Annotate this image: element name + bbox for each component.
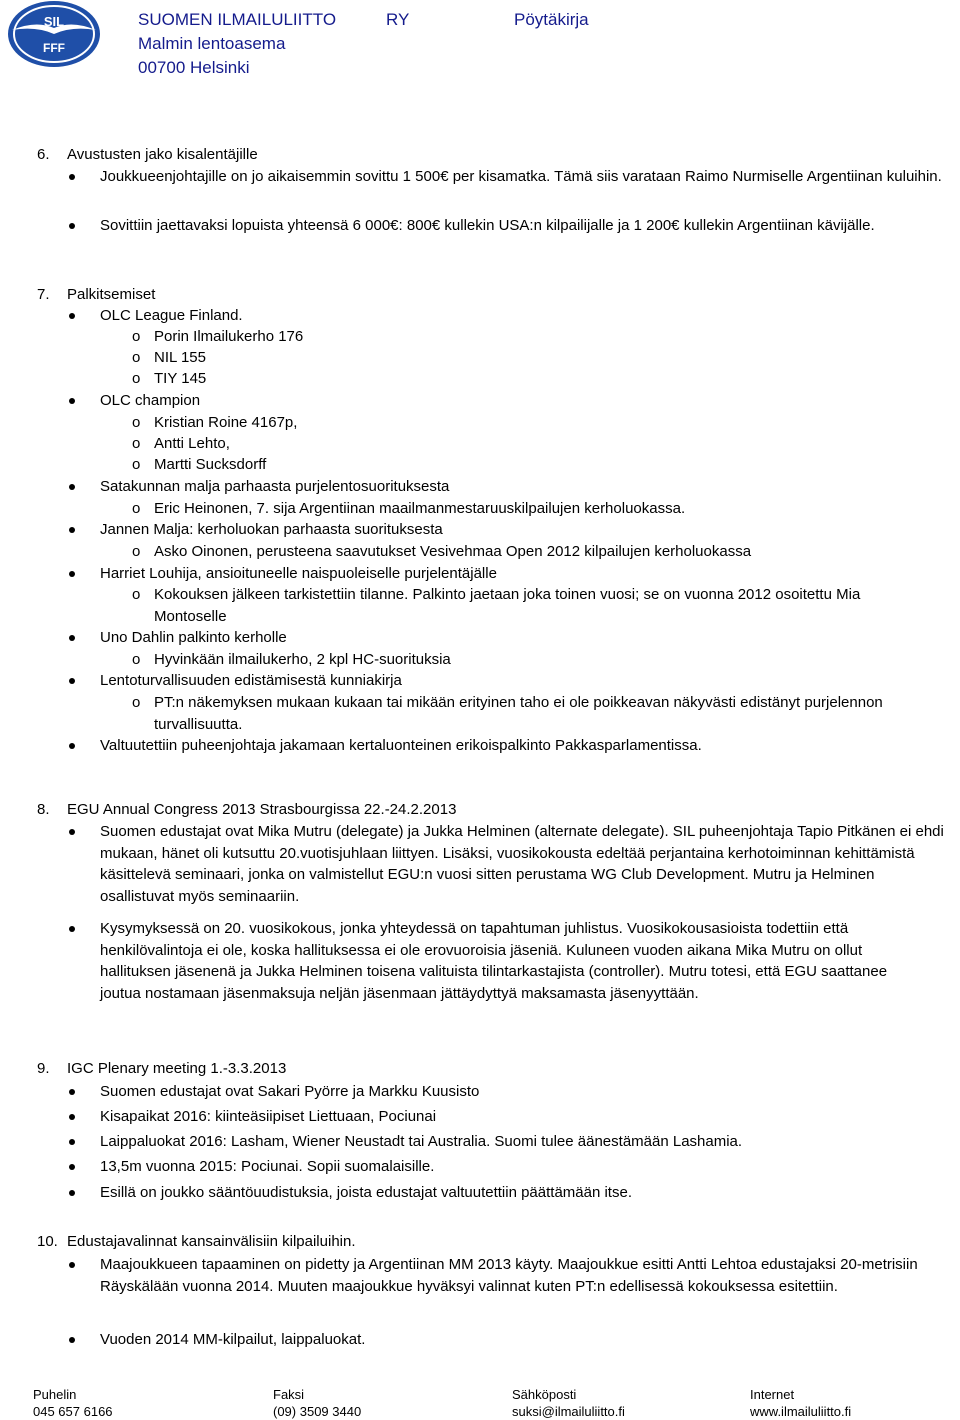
sub-item: o Porin Ilmailukerho 176 bbox=[132, 328, 304, 345]
footer-fax: (09) 3509 3440 bbox=[273, 1404, 362, 1419]
address-line-1: Malmin lentoasema bbox=[138, 34, 286, 53]
sub-item-text: PT:n näkemyksen mukaan kukaan tai mikään erityinen taho ei ole poikkeavan näkyvästi edistänyt purjelennon turvallisuutta. bbox=[154, 694, 883, 733]
bullet-item: Suomen edustajat ovat Sakari Pyörre ja Markku Kuusisto bbox=[100, 1081, 955, 1103]
sub-item-text: Eric Heinonen, 7. sija Argentiinan maailmanmestaruuskilpailujen kerholuokassa. bbox=[154, 500, 686, 517]
bullet-item: Jannen Malja: kerholuokan parhaasta suorituksesta bbox=[100, 519, 955, 541]
footer-web[interactable]: www.ilmailuliitto.fi bbox=[750, 1404, 852, 1419]
footer-fax-label: Faksi bbox=[273, 1387, 305, 1402]
section-heading bbox=[37, 284, 155, 306]
sub-item-text: Antti Lehto, bbox=[154, 435, 230, 452]
sub-item-text: Kokouksen jälkeen tarkistettiin tilanne. Palkinto jaetaan joka toinen vuosi; se on vuonna 2012 osoitettu Mia Montoselle bbox=[154, 586, 861, 625]
bullet-item: 13,5m vuonna 2015: Pociunai. Sopii suomalaisille. bbox=[100, 1156, 955, 1178]
section-number: 10. bbox=[37, 1233, 58, 1250]
organization-suffix: RY bbox=[386, 10, 410, 29]
bullet-item: Joukkueenjohtajille on jo aikaisemmin sovittu 1 500€ per kisamatka. Tämä siis varataan Raimo Nurmiselle Argentiinan kuluihin. bbox=[100, 166, 955, 188]
section-title: Avustusten jako kisalentäjille bbox=[67, 146, 258, 163]
sub-item-text: Kristian Roine 4167p, bbox=[154, 414, 298, 431]
address-line-2: 00700 Helsinki bbox=[138, 58, 250, 77]
bullet-item: Kisapaikat 2016: kiinteäsiipiset Liettuaan, Pociunai bbox=[100, 1106, 955, 1128]
bullet-item: Esillä on joukko sääntöuudistuksia, joista edustajat valtuutettiin päättämään itse. bbox=[100, 1182, 955, 1204]
bullet-item: OLC League Finland. bbox=[100, 305, 955, 327]
bullet-item: OLC champion bbox=[100, 390, 955, 412]
bullet-item: Harriet Louhija, ansioituneelle naispuoleiselle purjelentäjälle bbox=[100, 563, 955, 585]
footer-email-label: Sähköposti bbox=[512, 1387, 577, 1402]
section-heading bbox=[37, 144, 258, 166]
svg-text:FFF: FFF bbox=[43, 41, 65, 55]
bullet-item: Lentoturvallisuuden edistämisestä kunniakirja bbox=[100, 670, 955, 692]
sub-item: o Asko Oinonen, perusteena saavutukset Vesivehmaa Open 2012 kilpailujen kerholuokassa bbox=[132, 543, 752, 560]
bullet-item: Laippaluokat 2016: Lasham, Wiener Neustadt tai Australia. Suomi tulee äänestämään Lashamia. bbox=[100, 1131, 955, 1153]
section-number: 6. bbox=[37, 146, 50, 163]
bullet-item: Satakunnan malja parhaasta purjelentosuorituksesta bbox=[100, 476, 955, 498]
section-title: Edustajavalinnat kansainvälisiin kilpailuihin. bbox=[67, 1233, 356, 1250]
sub-item-text: TIY 145 bbox=[154, 370, 207, 387]
bullet-item: Valtuutettiin puheenjohtaja jakamaan kertaluonteinen erikoispalkinto Pakkasparlamentissa. bbox=[100, 735, 955, 757]
footer-phone-label: Puhelin bbox=[33, 1387, 77, 1402]
section-heading bbox=[37, 1231, 356, 1253]
sub-item: o Kristian Roine 4167p, bbox=[132, 414, 298, 431]
sub-item: o NIL 155 bbox=[132, 349, 206, 366]
sub-item: o Antti Lehto, bbox=[132, 435, 230, 452]
sub-item: o TIY 145 bbox=[132, 370, 207, 387]
document-type: Pöytäkirja bbox=[514, 10, 589, 29]
sub-item: o Hyvinkään ilmailukerho, 2 kpl HC-suorituksia bbox=[132, 651, 451, 668]
bullet-item: Kysymyksessä on 20. vuosikokous, jonka yhteydessä on tapahtuman juhlistus. Vuosikokousasioista todettiin että henkilövalintoja ei ole, koska hallituksessa ei ole erovuoroisia jäseniä. Kuluneen vuoden aikana Mika Mutru on ollut hallituksen jäsenenä ja Jukka Helminen toisena valituista tilintarkastajista (controller). Mutru totesi, että EGU saattanee joutua nostamaan jäsenmaksuja neljän jäsenmaan jättäydyttyä maksamasta jäsenyyttään. bbox=[100, 918, 920, 1004]
section-heading bbox=[37, 1058, 286, 1080]
organization-name: SUOMEN ILMAILULIITTO bbox=[138, 10, 337, 29]
sub-item: o Martti Sucksdorff bbox=[132, 456, 267, 473]
sub-item-text: Martti Sucksdorff bbox=[154, 456, 267, 473]
section-title: Palkitsemiset bbox=[67, 286, 156, 303]
bullet-item: Vuoden 2014 MM-kilpailut, laippaluokat. bbox=[100, 1329, 955, 1351]
section-heading bbox=[37, 799, 456, 821]
sub-item-text: NIL 155 bbox=[154, 349, 206, 366]
sub-item: o Kokouksen jälkeen tarkistettiin tilanne. Palkinto jaetaan joka toinen vuosi; se on vuonna 2012 osoitettu Mia Montoselle bbox=[132, 586, 861, 625]
sub-item-text: Asko Oinonen, perusteena saavutukset Vesivehmaa Open 2012 kilpailujen kerholuokassa bbox=[154, 543, 752, 560]
sub-item-text: Porin Ilmailukerho 176 bbox=[154, 328, 304, 345]
section-number: 8. bbox=[37, 801, 50, 818]
sub-item: o PT:n näkemyksen mukaan kukaan tai mikään erityinen taho ei ole poikkeavan näkyvästi edistänyt purjelennon turvallisuutta. bbox=[132, 694, 883, 733]
footer-email[interactable]: suksi@ilmailuliitto.fi bbox=[512, 1404, 625, 1419]
section-number: 9. bbox=[37, 1060, 50, 1077]
footer-web-label: Internet bbox=[750, 1387, 795, 1402]
sub-item: o Eric Heinonen, 7. sija Argentiinan maailmanmestaruuskilpailujen kerholuokassa. bbox=[132, 500, 686, 517]
bullet-item: Maajoukkueen tapaaminen on pidetty ja Argentiinan MM 2013 käyty. Maajoukkue esitti Antti Lehtoa edustajaksi 20-metrisiin Räyskälään vuonna 2014. Muuten maajoukkue hyväksyi valinnat kuten PT:n edellisessä kokouksessa esitettiin. bbox=[100, 1254, 920, 1297]
svg-text:SIL: SIL bbox=[43, 14, 65, 29]
section-number: 7. bbox=[37, 286, 50, 303]
footer-phone: 045 657 6166 bbox=[33, 1404, 113, 1419]
section-title: EGU Annual Congress 2013 Strasbourgissa 22.-24.2.2013 bbox=[67, 801, 457, 818]
sub-item-text: Hyvinkään ilmailukerho, 2 kpl HC-suorituksia bbox=[154, 651, 451, 668]
bullet-item: Suomen edustajat ovat Mika Mutru (delegate) ja Jukka Helminen (alternate delegate). SIL puheenjohtaja Tapio Pitkänen ei ehdi mukaan, hänet oli kutsuttu 20.vuotisjuhlaan liittyen. Lisäksi, vuosikokousta edeltää perjantaina kerhotoiminnan kehittämistä käsittelevä seminaari, jonka on valmistellut EGU:n vuosi sitten perustama WG Club Development. Mutru ja Helminen osallistuvat myös seminaariin. bbox=[100, 821, 952, 907]
bullet-item: Uno Dahlin palkinto kerholle bbox=[100, 627, 955, 649]
bullet-item: Sovittiin jaettavaksi lopuista yhteensä 6 000€: 800€ kullekin USA:n kilpailijalle ja 1 200€ kullekin Argentiinan kävijälle. bbox=[100, 215, 955, 237]
sil-fff-logo bbox=[6, 0, 102, 68]
section-title: IGC Plenary meeting 1.-3.3.2013 bbox=[67, 1060, 287, 1077]
